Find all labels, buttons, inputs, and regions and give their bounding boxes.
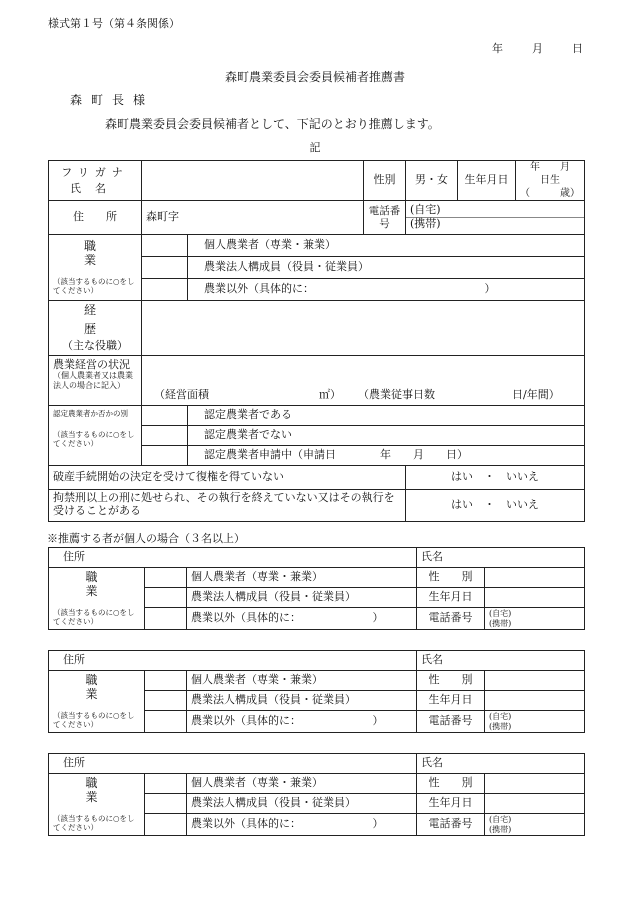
recommender-opt-3: 農業以外（具体的に： ） bbox=[187, 814, 417, 836]
recommender-opt-2: 農業法人構成員（役員・従業員） bbox=[187, 588, 417, 608]
recommender-mark-3[interactable] bbox=[145, 814, 187, 836]
date-line bbox=[492, 40, 583, 56]
date-year: 年 bbox=[492, 42, 503, 55]
farm-days: （農業従事日数 日/年間） bbox=[358, 387, 560, 401]
recommender-occupation-label: 職 業 （該当するものに○をしてください） bbox=[49, 774, 145, 836]
form-number: 様式第１号（第４条関係） bbox=[48, 17, 180, 30]
recommender-sex-label: 性 別 bbox=[417, 568, 485, 588]
occupation-mark-3[interactable] bbox=[142, 279, 188, 301]
candidate-form bbox=[48, 160, 590, 522]
recommender-sex-label: 性 別 bbox=[417, 671, 485, 691]
recommender-name[interactable]: 氏名 bbox=[417, 548, 585, 568]
ki-mark: 記 bbox=[309, 141, 321, 154]
phone-field[interactable] bbox=[406, 201, 585, 235]
recommender-birth-field[interactable] bbox=[485, 588, 585, 608]
recommender-address[interactable]: 住所 bbox=[49, 651, 417, 671]
document-title: 森町農業委員会委員候補者推薦書 bbox=[224, 70, 405, 84]
occupation-option-2: 農業法人構成員（役員・従業員） bbox=[188, 257, 585, 279]
recommender-sex-field[interactable] bbox=[485, 568, 585, 588]
name-field[interactable] bbox=[142, 161, 364, 201]
certified-mark-3[interactable] bbox=[142, 445, 188, 465]
certified-option-3: 認定農業者申請中（申請日 年 月 日） bbox=[188, 445, 585, 465]
recommender-phone-field[interactable]: (自宅) (携帯) bbox=[485, 711, 585, 733]
career-field[interactable] bbox=[142, 301, 585, 356]
recommender-sex-field[interactable] bbox=[485, 671, 585, 691]
recommender-address[interactable]: 住所 bbox=[49, 548, 417, 568]
recommender-mark-2[interactable] bbox=[145, 588, 187, 608]
recommender-name[interactable]: 氏名 bbox=[417, 754, 585, 774]
prison-choice[interactable]: はい ・ いいえ bbox=[406, 489, 585, 521]
prison-question: 拘禁刑以上の刑に処せられ、その執行を終えていない又はその執行を受けることがある bbox=[49, 489, 406, 521]
phone-home: (自宅) bbox=[406, 204, 584, 218]
recommender-sex-field[interactable] bbox=[485, 774, 585, 794]
recommender-birth-field[interactable] bbox=[485, 691, 585, 711]
recommender-birth-label: 生年月日 bbox=[417, 588, 485, 608]
phone-mobile: (携帯) bbox=[410, 217, 441, 230]
occupation-label-cell: 職 業 （該当するものに○をしてください） bbox=[49, 235, 142, 301]
date-month: 月 bbox=[532, 42, 543, 55]
recommender-phone-field[interactable]: (自宅) (携帯) bbox=[485, 814, 585, 836]
occupation-option-1: 個人農業者（専業・兼業） bbox=[188, 235, 585, 257]
sex-options[interactable]: 男・女 bbox=[406, 161, 458, 201]
recommender-phone-field[interactable]: (自宅) (携帯) bbox=[485, 608, 585, 630]
certified-mark-1[interactable] bbox=[142, 405, 188, 425]
recommender-birth-label: 生年月日 bbox=[417, 794, 485, 814]
recommender-phone-label: 電話番号 bbox=[417, 711, 485, 733]
recommender-phone-label: 電話番号 bbox=[417, 814, 485, 836]
recommender-opt-1: 個人農業者（専業・兼業） bbox=[187, 671, 417, 691]
recommender-block-1 bbox=[48, 547, 585, 630]
recommender-occupation-label: 職 業 （該当するものに○をしてください） bbox=[49, 568, 145, 630]
sex-label: 性別 bbox=[364, 161, 406, 201]
recommender-mark-2[interactable] bbox=[145, 691, 187, 711]
recommender-block-3 bbox=[48, 753, 585, 836]
recommender-address[interactable]: 住所 bbox=[49, 754, 417, 774]
recommender-opt-1: 個人農業者（専業・兼業） bbox=[187, 568, 417, 588]
phone-label: 電話番号 bbox=[364, 201, 406, 235]
recommender-sex-label: 性 別 bbox=[417, 774, 485, 794]
recommender-opt-2: 農業法人構成員（役員・従業員） bbox=[187, 794, 417, 814]
bankrupt-question: 破産手続開始の決定を受けて復権を得ていない bbox=[49, 465, 406, 489]
farm-label-cell: 農業経営の状況 （個人農業者又は農業法人の場合に記入） bbox=[49, 355, 142, 405]
addressee: 森町長様 bbox=[70, 93, 155, 107]
birth-field[interactable]: 年 月 日生 （ 歳） bbox=[516, 161, 585, 201]
certified-option-2: 認定農業者でない bbox=[188, 425, 585, 445]
recommender-birth-label: 生年月日 bbox=[417, 691, 485, 711]
recommender-note: ※推薦する者が個人の場合（３名以上） bbox=[47, 532, 245, 545]
recommender-mark-3[interactable] bbox=[145, 608, 187, 630]
occupation-option-3: 農業以外（具体的に： ） bbox=[188, 279, 585, 301]
recommender-phone-label: 電話番号 bbox=[417, 608, 485, 630]
farm-field[interactable] bbox=[142, 355, 585, 405]
certified-mark-2[interactable] bbox=[142, 425, 188, 445]
address-label: 住 所 bbox=[49, 201, 142, 235]
recommender-name[interactable]: 氏名 bbox=[417, 651, 585, 671]
bankrupt-choice[interactable]: はい ・ いいえ bbox=[406, 465, 585, 489]
furigana-name-label: フリガナ 氏名 bbox=[49, 161, 142, 201]
intro-text: 森町農業委員会委員候補者として、下記のとおり推薦します。 bbox=[105, 117, 440, 131]
recommender-mark-3[interactable] bbox=[145, 711, 187, 733]
recommender-opt-3: 農業以外（具体的に： ） bbox=[187, 608, 417, 630]
address-field[interactable]: 森町字 bbox=[142, 201, 364, 235]
recommender-birth-field[interactable] bbox=[485, 794, 585, 814]
recommender-block-2 bbox=[48, 650, 585, 733]
career-label-cell: 経 歴 （主な役職） bbox=[49, 301, 142, 356]
certified-label-cell: 認定農業者か否かの別 （該当するものに○をしてください） bbox=[49, 405, 142, 465]
occupation-mark-2[interactable] bbox=[142, 257, 188, 279]
date-day: 日 bbox=[572, 42, 583, 55]
recommender-occupation-label: 職 業 （該当するものに○をしてください） bbox=[49, 671, 145, 733]
recommender-mark-2[interactable] bbox=[145, 794, 187, 814]
recommender-opt-3: 農業以外（具体的に： ） bbox=[187, 711, 417, 733]
recommender-opt-2: 農業法人構成員（役員・従業員） bbox=[187, 691, 417, 711]
farm-area: （経営面積 ㎡） bbox=[154, 387, 341, 401]
recommender-opt-1: 個人農業者（専業・兼業） bbox=[187, 774, 417, 794]
certified-option-1: 認定農業者である bbox=[188, 405, 585, 425]
birth-label: 生年月日 bbox=[458, 161, 516, 201]
